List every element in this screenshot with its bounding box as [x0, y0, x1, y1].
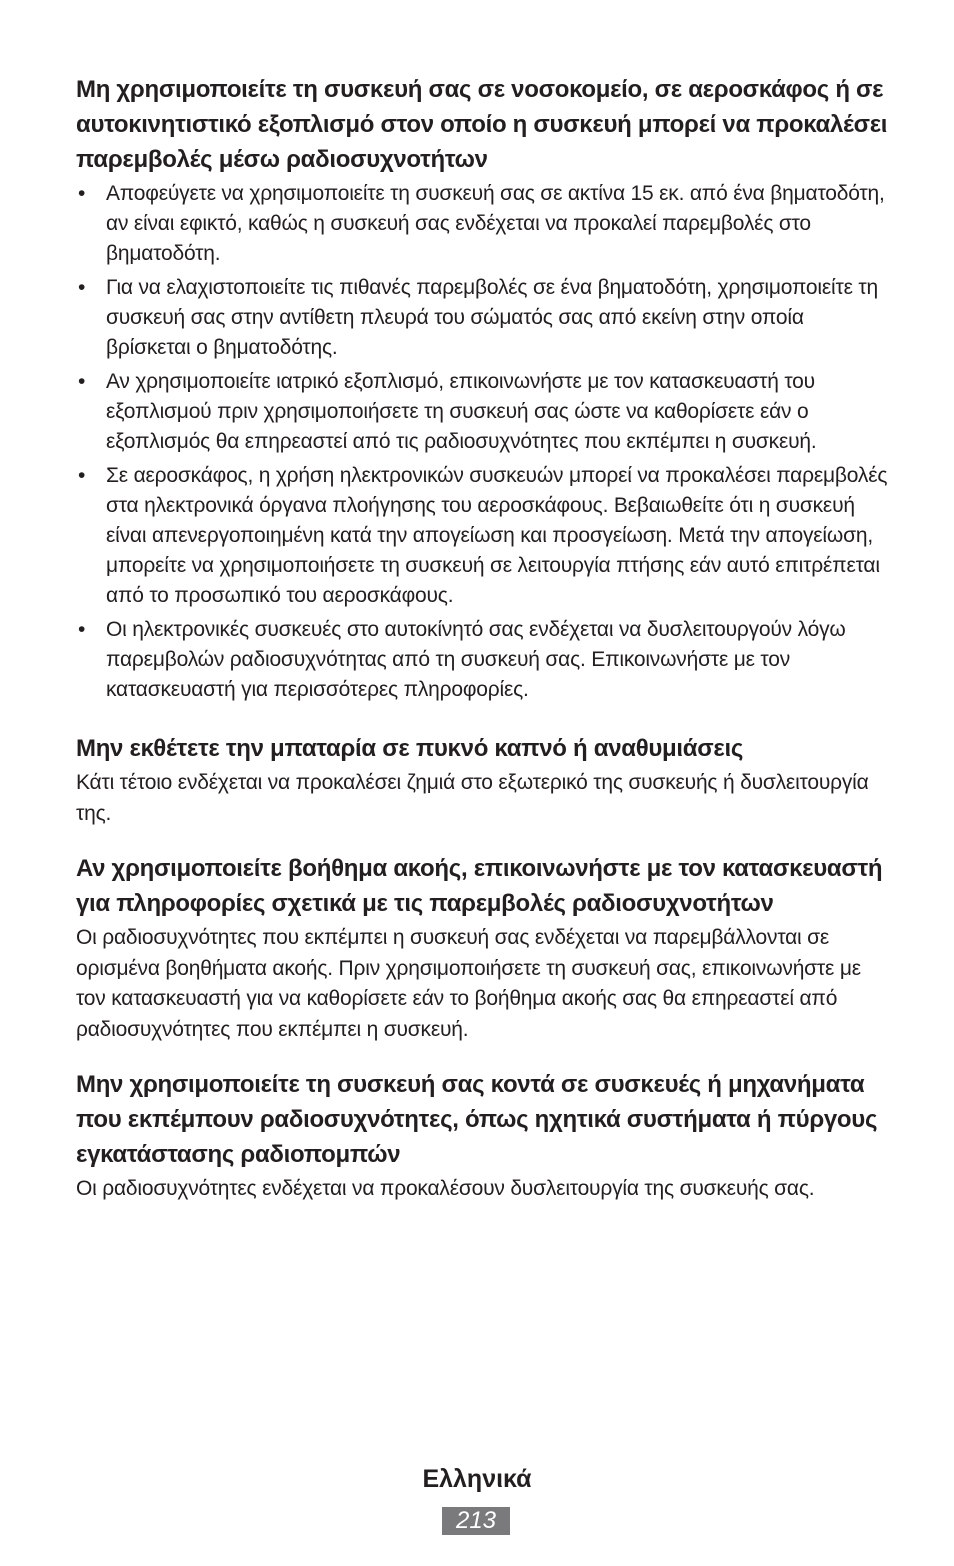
section-rf-devices — [76, 1067, 888, 1205]
section-heading: Μην εκθέτετε την μπαταρία σε πυκνό καπνό ή αναθυμιάσεις — [76, 735, 743, 762]
bullet-icon: • — [78, 276, 86, 299]
list-item — [76, 367, 888, 457]
section-text: Οι ραδιοσυχνότητες ενδέχεται να προκαλέσουν δυσλειτουργία της συσκευής σας. — [76, 1177, 815, 1200]
bullet-icon: • — [78, 182, 86, 205]
page-number-badge: 213 — [442, 1507, 510, 1535]
spacer — [76, 829, 888, 851]
section-radio-interference — [76, 72, 888, 705]
list-item — [76, 461, 888, 611]
list-item — [76, 179, 888, 269]
section-heading: Μη χρησιμοποιείτε τη συσκευή σας σε νοσοκομείο, σε αεροσκάφος ή σε αυτοκινητιστικό εξοπλισμό στον οποίο η συσκευή μπορεί να προκαλέσει παρεμβολές μέσω ραδιοσυχνοτήτων — [76, 76, 888, 173]
list-item-text: Αν χρησιμοποιείτε ιατρικό εξοπλισμό, επικοινωνήστε με τον κατασκευαστή του εξοπλισμού πριν χρησιμοποιήσετε τη συσκευή σας ώστε να καθορίσετε εάν ο εξοπλισμός θα επηρεαστεί από τις ραδιοσυχνότητες που εκπέμπει η συσκευή. — [106, 370, 817, 453]
bullet-icon: • — [78, 618, 86, 641]
section-heading: Μην χρησιμοποιείτε τη συσκευή σας κοντά σε συσκευές ή μηχανήματα που εκπέμπουν ραδιοσυχνότητες, όπως ηχητικά συστήματα ή πύργους εγκατάστασης ραδιοπομπών — [76, 1071, 878, 1168]
list-item — [76, 273, 888, 363]
bullet-icon: • — [78, 370, 86, 393]
section-heading: Αν χρησιμοποιείτε βοήθημα ακοής, επικοινωνήστε με τον κατασκευαστή για πληροφορίες σχετικά με τις παρεμβολές ραδιοσυχνοτήτων — [76, 855, 883, 917]
section-hearing-aid — [76, 851, 888, 1045]
bullet-icon: • — [78, 464, 86, 487]
spacer — [76, 1045, 888, 1067]
document-page — [76, 72, 888, 1205]
list-item — [76, 615, 888, 705]
spacer — [76, 709, 888, 731]
section-text: Οι ραδιοσυχνότητες που εκπέμπει η συσκευή σας ενδέχεται να παρεμβάλλονται σε ορισμένα βοηθήματα ακοής. Πριν χρησιμοποιήσετε τη συσκευή σας, επικοινωνήστε με τον κατασκευαστή για να καθορίσετε εάν το βοήθημα ακοής σας θα επηρεαστεί από ραδιοσυχνότητες που εκπέμπει η συσκευή. — [76, 926, 861, 1041]
list-item-text: Σε αεροσκάφος, η χρήση ηλεκτρονικών συσκευών μπορεί να προκαλέσει παρεμβολές στα ηλεκτρονικά όργανα πλοήγησης του αεροσκάφους. Βεβαιωθείτε ότι η συσκευή είναι απενεργοποιημένη κατά την απογείωση και προσγείωση. Μετά την απογείωση, μπορείτε να χρησιμοποιήσετε τη συσκευή σε λειτουργία πτήσης εάν αυτό επιτρέπεται από το προσωπικό του αεροσκάφους. — [106, 464, 888, 607]
list-item-text: Αποφεύγετε να χρησιμοποιείτε τη συσκευή σας σε ακτίνα 15 εκ. από ένα βηματοδότη, αν είναι εφικτό, καθώς η συσκευή σας ενδέχεται να προκαλεί παρεμβολές στο βηματοδότη. — [106, 182, 885, 265]
section-text: Κάτι τέτοιο ενδέχεται να προκαλέσει ζημιά στο εξωτερικό της συσκευής ή δυσλειτουργία της. — [76, 771, 869, 825]
bullet-list — [76, 179, 888, 705]
list-item-text: Οι ηλεκτρονικές συσκευές στο αυτοκίνητό σας ενδέχεται να δυσλειτουργούν λόγω παρεμβολών ραδιοσυχνότητας από τη συσκευή σας. Επικοινωνήστε με τον κατασκευαστή για περισσότερες πληροφορίες. — [106, 618, 846, 701]
footer-language: Ελληνικά — [422, 1465, 532, 1493]
section-battery-smoke — [76, 731, 888, 829]
list-item-text: Για να ελαχιστοποιείτε τις πιθανές παρεμβολές σε ένα βηματοδότη, χρησιμοποιείτε τη συσκευή σας στην αντίθετη πλευρά του σώματός σας από εκείνη στην οποία βρίσκεται ο βηματοδότης. — [106, 276, 878, 359]
